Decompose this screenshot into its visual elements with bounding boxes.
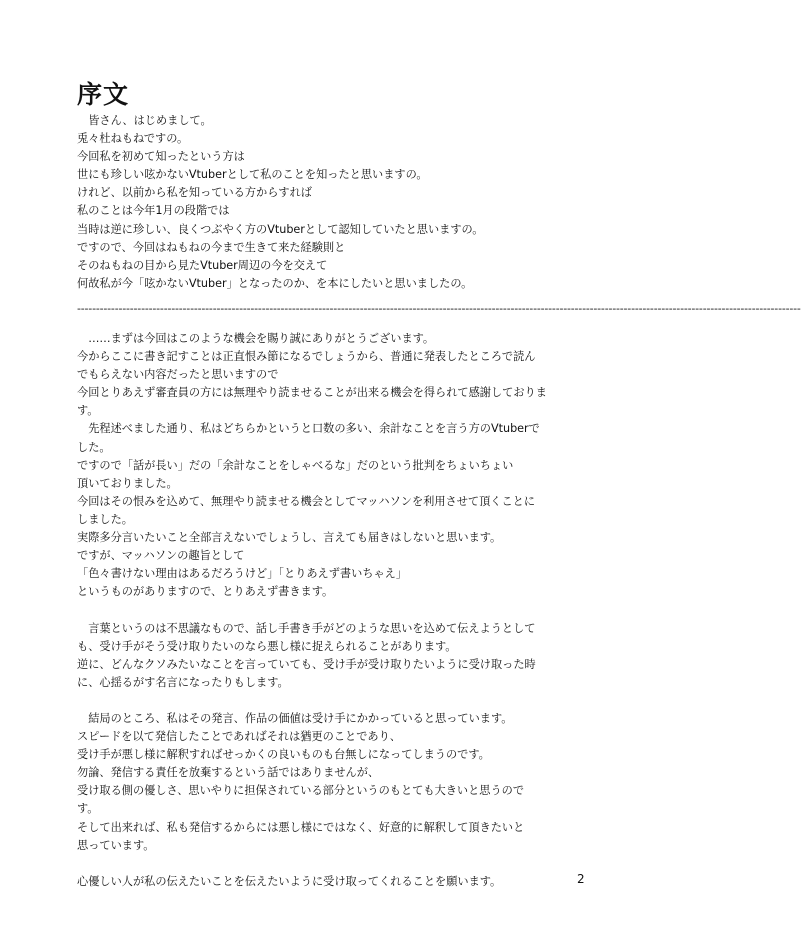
text-line: 勿論、発信する責任を放棄するという話ではありませんが、	[77, 766, 380, 780]
text-line: 受け手が悪し様に解釈すればせっかくの良いものも台無しになってしまうのです。	[77, 748, 490, 762]
text-line: ですので「話が長い」だの「余計なことをしゃべるな」だのという批判をちょいちょい	[77, 458, 514, 472]
page-number: 2	[577, 872, 585, 886]
text-line: ……まずは今回はこのような機会を賜り誠にありがとうございます。	[77, 332, 435, 345]
text-line: 兎々杜ねもねですの。	[77, 132, 189, 146]
text-line: す。	[77, 802, 99, 816]
text-line: 頂いておりました。	[77, 476, 178, 490]
text-line: 世にも珍しい呟かないVtuberとして私のことを知ったと思いますの。	[77, 168, 428, 182]
text-line: というものがありますので、とりあえず書きます。	[77, 585, 334, 599]
text-line: そして出来れば、私も発信するからには悪し様にではなく、好意的に解釈して頂きたいと	[77, 820, 525, 834]
text-line: 言葉というのは不思議なもので、話し手書き手がどのような思いを込めて伝えようとして	[77, 621, 536, 635]
paragraph-gap	[77, 692, 589, 710]
text-line: 当時は逆に珍しい、良くつぶやく方のVtuberとして認知していたと思いますの。	[77, 222, 484, 236]
text-line: ですが、マッハソンの趣旨として	[77, 549, 245, 563]
text-line: けれど、以前から私を知っている方からすれば	[77, 186, 312, 200]
text-line: 私のことは今年1月の段階では	[77, 204, 230, 218]
text-line: 受け取る側の優しさ、思いやりに担保されている部分というのもとても大きいと思うので	[77, 784, 525, 798]
text-line: 心優しい人が私の伝えたいことを伝えたいように受け取ってくれることを願います。	[77, 874, 502, 888]
text-line: 今回とりあえず審査員の方には無理やり読ませることが出来る機会を得られて感謝しておりま	[77, 386, 547, 400]
text-line: 「色々書けない理由はあるだろうけど」「とりあえず書いちゃえ」	[77, 567, 408, 581]
text-line: に、心揺るがす名言になったりもします。	[77, 675, 289, 689]
text-line: す。	[77, 404, 99, 418]
text-line: 先程述べました通り、私はどちらかというと口数の多い、余計なことを言う方のVtuberで	[77, 422, 540, 436]
text-line: 思っています。	[77, 838, 155, 852]
separator-line: ------------------------------------------------------------------------------------------------------------------------------------------------------------------------------------------------	[77, 302, 801, 315]
paragraph-gap	[77, 601, 589, 619]
text-line: 逆に、どんなクソみたいなことを言っていても、受け手が受け取りたいように受け取った時	[77, 657, 536, 671]
text-line: 今からここに書き記すことは正直恨み節になるでしょうから、普通に発表したところで読ん	[77, 350, 536, 364]
intro-paragraph	[77, 112, 589, 293]
text-line: スピードを以て発信したことであればそれは猶更のことであり、	[77, 730, 401, 744]
text-line: 今回はその恨みを込めて、無理やり読ませる機会としてマッハソンを利用させて頂くことに	[77, 494, 536, 508]
text-line: 皆さん、はじめまして。	[77, 114, 212, 127]
text-line: 結局のところ、私はその発言、作品の価値は受け手にかかっていると思っています。	[77, 711, 513, 725]
text-line: でもらえない内容だったと思いますので	[77, 368, 279, 382]
text-line: しました。	[77, 512, 133, 526]
text-line: 実際多分言いたいこと全部言えないでしょうし、言えても届きはしないと思います。	[77, 531, 502, 545]
page-title: 序文	[77, 80, 130, 109]
text-line: そのねもねの目から見たVtuber周辺の今を交えて	[77, 258, 328, 272]
text-line: も、受け手がそう受け取りたいのなら悪し様に捉えられることがあります。	[77, 639, 457, 653]
body-text	[77, 330, 589, 891]
text-line: ですので、今回はねもねの今まで生きて来た経験則と	[77, 240, 346, 254]
text-line: 今回私を初めて知ったという方は	[77, 150, 245, 164]
paragraph-gap	[77, 855, 589, 873]
text-line: 何故私が今「呟かないVtuber」となったのか、を本にしたいと思いましたの。	[77, 276, 473, 290]
text-line: した。	[77, 440, 111, 454]
